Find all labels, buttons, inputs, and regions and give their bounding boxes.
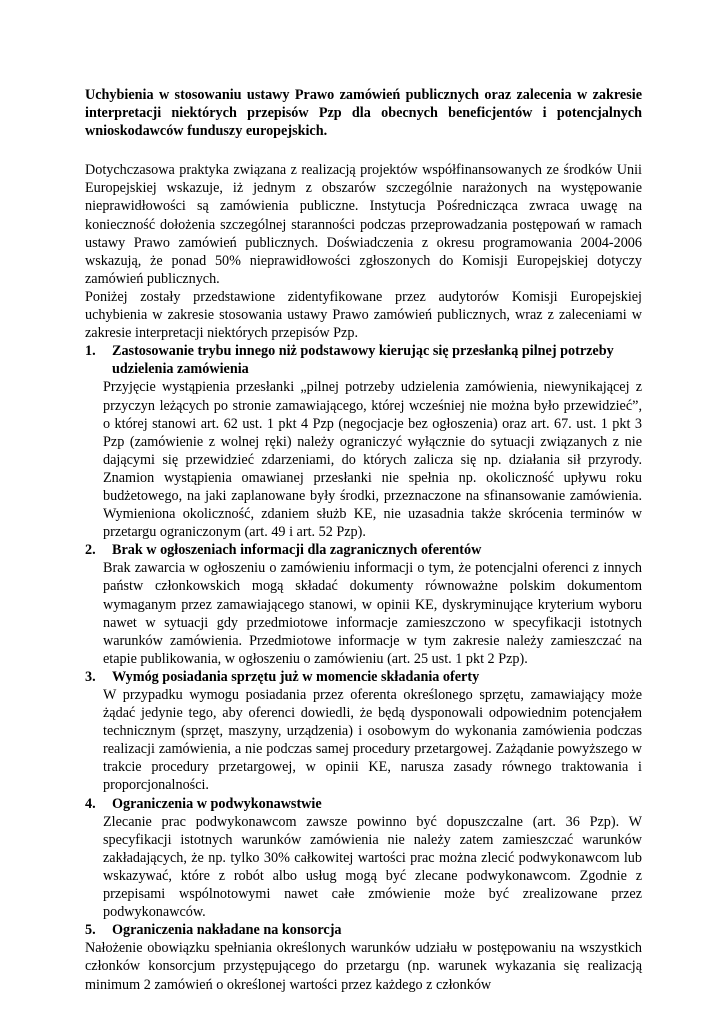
section-2 bbox=[85, 541, 642, 668]
section-heading bbox=[85, 921, 642, 939]
section-number: 4. bbox=[85, 795, 96, 812]
section-heading-text: Zastosowanie trybu innego niż podstawowy kierując się przesłanką pilnej potrzeby udzielenia zamówienia bbox=[112, 343, 614, 378]
section-1 bbox=[85, 342, 642, 541]
section-number: 1. bbox=[85, 343, 96, 360]
section-heading-text: Brak w ogłoszeniach informacji dla zagranicznych oferentów bbox=[112, 542, 482, 559]
section-number: 2. bbox=[85, 542, 96, 559]
section-body: Nałożenie obowiązku spełniania określonych warunków udziału w postępowaniu na wszystkich członków konsorcjum przystępującego do przetargu (np. warunek wykazania się realizacją minimum 2 zamówień o określonej wartości przez każdego z członków bbox=[85, 940, 642, 993]
section-heading bbox=[85, 541, 642, 559]
section-3 bbox=[85, 668, 642, 795]
document-title: Uchybienia w stosowaniu ustawy Prawo zamówień publicznych oraz zalecenia w zakresie interpretacji niektórych przepisów Pzp dla obecnych beneficjentów i potencjalnych wnioskodawców funduszy europejskich. bbox=[85, 87, 642, 140]
section-body: Zlecanie prac podwykonawcom zawsze powinno być dopuszczalne (art. 36 Pzp). W specyfikacji istotnych warunków zamówienia nie należy zatem zamieszczać warunków zakładających, że np. tylko 30% całkowitej wartości prac można zlecić podwykonawcom lub wskazywać, które z robót albo usług mogą być zlecane podwykonawcom. Zgodnie z przepisami wspólnotowymi nawet całe zmówienie może być zrealizowane przez podwykonawców. bbox=[103, 813, 642, 921]
section-heading-text: Ograniczenia w podwykonawstwie bbox=[112, 795, 322, 812]
section-heading-text: Wymóg posiadania sprzętu już w momencie składania oferty bbox=[112, 668, 480, 685]
document-page bbox=[85, 86, 642, 994]
intro-paragraph-1: Dotychczasowa praktyka związana z realizacją projektów współfinansowanych ze środków Unii Europejskiej wskazuje, iż jednym z obszarów szczególnie narażonych na występowanie nieprawidłowości są zamówienia publiczne. Instytucja Pośrednicząca zwraca uwagę na konieczność dołożenia szczególnej staranności podczas przeprowadzania postępowań w ramach ustawy Prawo zamówień publicznych. Doświadczenia z okresu programowania 2004-2006 wskazują, że ponad 50% nieprawidłowości zgłoszonych do Komisji Europejskiej dotyczy zamówień publicznych. bbox=[85, 162, 642, 287]
section-number: 3. bbox=[85, 668, 96, 685]
section-body: Przyjęcie wystąpienia przesłanki „pilnej potrzeby udzielenia zamówienia, niewynikającej z przyczyn leżących po stronie zamawiającego, której wcześniej nie można było przewidzieć”, o której stanowi art. 62 ust. 1 pkt 4 Pzp (negocjacje bez ogłoszenia) oraz art. 67. ust. 1 pkt 3 Pzp (zamówienie z wolnej ręki) należy ograniczyć wyłącznie do sytuacji związanych z nie dającymi się przewidzieć zdarzeniami, do których zalicza się np. działania sił przyrody. Znamion wystąpienia omawianej przesłanki nie spełnia np. okoliczność upływu roku budżetowego, na jaki zaplanowane były środki, przeznaczone na sfinansowanie zamówienia. Wymieniona okoliczność, zdaniem służb KE, nie uzasadnia także skrócenia terminów w przetargu ograniczonym (art. 49 i art. 52 Pzp). bbox=[103, 379, 642, 541]
intro-paragraph-2: Poniżej zostały przedstawione zidentyfikowane przez audytorów Komisji Europejskiej uchybienia w zakresie stosowania ustawy Prawo zamówień publicznych, wraz z zaleceniami w zakresie interpretacji niektórych przepisów Pzp. bbox=[85, 288, 642, 342]
section-heading bbox=[85, 795, 642, 813]
section-body: Brak zawarcia w ogłoszeniu o zamówieniu informacji o tym, że potencjalni oferenci z innych państw członkowskich mogą składać dokumenty równoważne polskim dokumentom wymaganym przez zamawiającego stanowi, w opinii KE, dyskryminujące kryterium wyboru nawet w sytuacji gdy przedmiotowe informacje zamieszczono w specyfikacji istotnych warunków zamówienia. Przedmiotowe informacje w tym zakresie należy zamieszczać na etapie publikowania, w ogłoszeniu o zamówieniu (art. 25 ust. 1 pkt 2 Pzp). bbox=[103, 560, 642, 667]
section-5 bbox=[85, 921, 642, 993]
section-number: 5. bbox=[85, 922, 96, 939]
section-heading bbox=[85, 342, 642, 378]
section-4 bbox=[85, 795, 642, 922]
section-heading bbox=[85, 668, 642, 686]
section-heading-text: Ograniczenia nakładane na konsorcja bbox=[112, 922, 342, 939]
section-body: W przypadku wymogu posiadania przez oferenta określonego sprzętu, zamawiający może żądać jedynie tego, aby oferenci dowiedli, że będą dysponowali odpowiednim potencjałem technicznym (sprzęt, maszyny, urządzenia) i osobowym do wykonania zamówienia podczas realizacji zamówienia, a nie podczas samej procedury przetargowej. Zażądanie powyższego w trakcie procedury przetargowej, w opinii KE, narusza zasady równego traktowania i proporcjonalności. bbox=[103, 687, 642, 794]
